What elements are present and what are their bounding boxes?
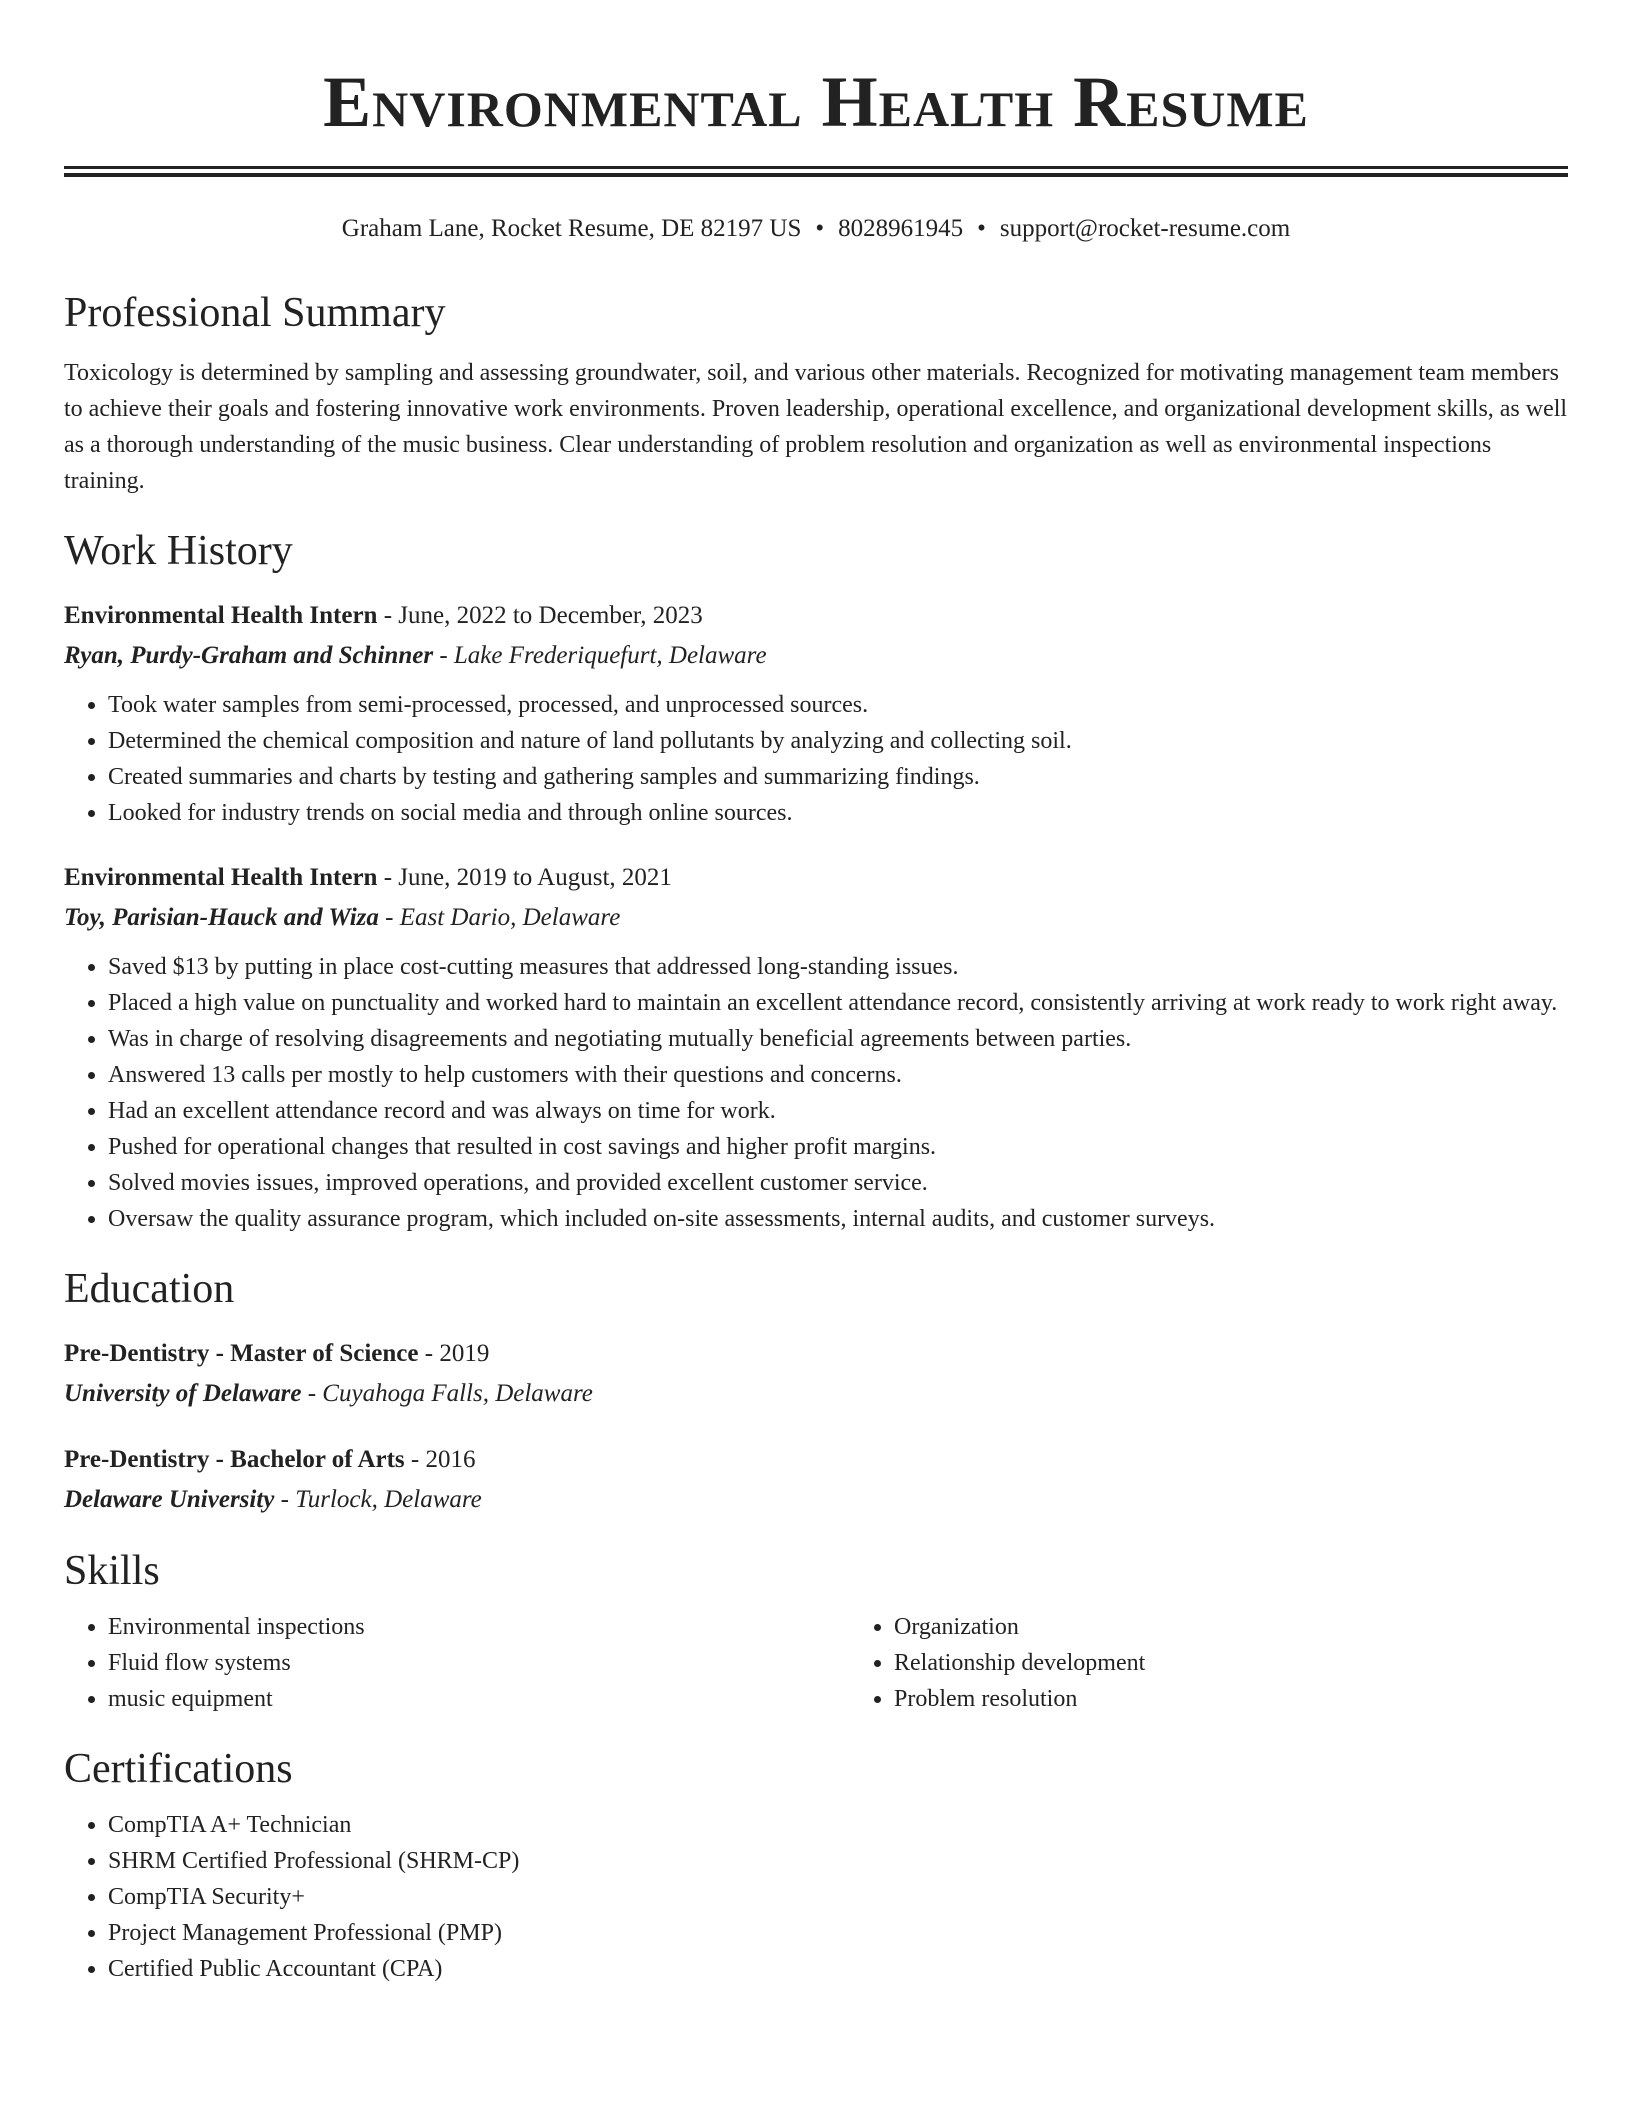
education-degree-line [64,1441,1568,1479]
summary-text: Toxicology is determined by sampling and assessing groundwater, soil, and various other materials. Recognized for motivating management team members to achieve their goals and fostering innovative work environments. Proven leadership, operational excellence, and organizational development skills, as well as a thorough understanding of the music business. Clear understanding of problem resolution and organization as well as environmental inspections training. [64,360,1568,494]
certifications-list [64,1807,1568,1987]
certifications-heading: Certifications [64,1746,293,1792]
job-bullet: • Pushed for operational changes that resulted in cost savings and higher profit margins. [108,1129,1568,1165]
job-company-line [64,899,1568,937]
skill-item: • Environmental inspections [108,1609,850,1645]
education-school: Delaware University [64,1486,275,1513]
certification-item: • SHRM Certified Professional (SHRM-CP) [108,1843,1568,1879]
certification-item: • Project Management Professional (PMP) [108,1915,1568,1951]
education-degree-line [64,1335,1568,1373]
job-bullet: • Saved $13 by putting in place cost-cutting measures that addressed long-standing issues. [108,949,1568,985]
contact-email: support@rocket-resume.com [999,215,1291,242]
job-title: Environmental Health Intern [64,864,378,891]
certification-item: • CompTIA Security+ [108,1879,1568,1915]
job-bullet: • Placed a high value on punctuality and worked hard to maintain an excellent attendance record, consistently arriving at work ready to work right away. [108,985,1568,1021]
education-school: University of Delaware [64,1380,302,1407]
job-dates: - June, 2019 to August, 2021 [377,864,672,891]
contact-separator: • [977,215,986,242]
job-bullet: • Took water samples from semi-processed, processed, and unprocessed sources. [108,687,1568,723]
job-title-line [64,597,1568,635]
job-bullet: • Was in charge of resolving disagreements and negotiating mutually beneficial agreements between parties. [108,1021,1568,1057]
skill-item: • Relationship development [894,1645,1145,1681]
job-dates: - June, 2022 to December, 2023 [377,602,703,629]
summary-heading: Professional Summary [64,290,446,336]
job-title: Environmental Health Intern [64,602,378,629]
job-bullets [64,687,1568,831]
skill-item: • music equipment [108,1681,850,1717]
job-title-line [64,859,1568,897]
skills-columns [64,1609,1568,1717]
education-location: - Turlock, Delaware [274,1486,482,1513]
job-bullet: • Created summaries and charts by testing and gathering samples and summarizing findings. [108,759,1568,795]
skill-item: • Fluid flow systems [108,1645,850,1681]
contact-phone: 8028961945 [838,215,964,242]
job-company: Ryan, Purdy-Graham and Schinner [64,642,434,669]
education-degree: Pre-Dentistry - Bachelor of Arts [64,1446,405,1473]
certification-item: • CompTIA A+ Technician [108,1807,1568,1843]
certification-item: • Certified Public Accountant (CPA) [108,1951,1568,1987]
education-location: - Cuyahoga Falls, Delaware [301,1380,593,1407]
job-bullets [64,949,1568,1237]
job-bullet: • Solved movies issues, improved operations, and provided excellent customer service. [108,1165,1568,1201]
skill-item: • Organization [894,1609,1145,1645]
skill-item: • Problem resolution [894,1681,1145,1717]
contact-address: Graham Lane, Rocket Resume, DE 82197 US [341,215,802,242]
skills-left-list [64,1609,850,1717]
job-bullet: • Determined the chemical composition and nature of land pollutants by analyzing and collecting soil. [108,723,1568,759]
skills-right-list [850,1609,1145,1717]
contact-separator: • [815,215,825,242]
education-entry [64,1335,1568,1413]
job-company: Toy, Parisian-Hauck and Wiza [64,904,379,931]
job-entry [64,597,1568,831]
job-entry [64,859,1568,1237]
education-entry [64,1441,1568,1519]
job-location: - Lake Frederiquefurt, Delaware [433,642,767,669]
education-degree: Pre-Dentistry - Master of Science [64,1340,419,1367]
work-history-heading: Work History [64,528,293,574]
job-bullet: • Had an excellent attendance record and was always on time for work. [108,1093,1568,1129]
job-company-line [64,637,1568,675]
education-year: - 2019 [418,1340,490,1367]
job-bullet: • Oversaw the quality assurance program, which included on-site assessments, internal audits, and customer surveys. [108,1201,1568,1237]
job-location: - East Dario, Delaware [378,904,621,931]
title-double-rule [64,166,1568,177]
education-heading: Education [64,1266,235,1312]
education-year: - 2016 [404,1446,476,1473]
education-school-line [64,1481,1568,1519]
job-bullet: • Looked for industry trends on social media and through online sources. [108,795,1568,831]
education-school-line [64,1375,1568,1413]
resume-title: Environmental Health Resume [323,62,1309,142]
job-bullet: • Answered 13 calls per mostly to help customers with their questions and concerns. [108,1057,1568,1093]
skills-heading: Skills [64,1548,160,1594]
contact-line [64,213,1568,245]
